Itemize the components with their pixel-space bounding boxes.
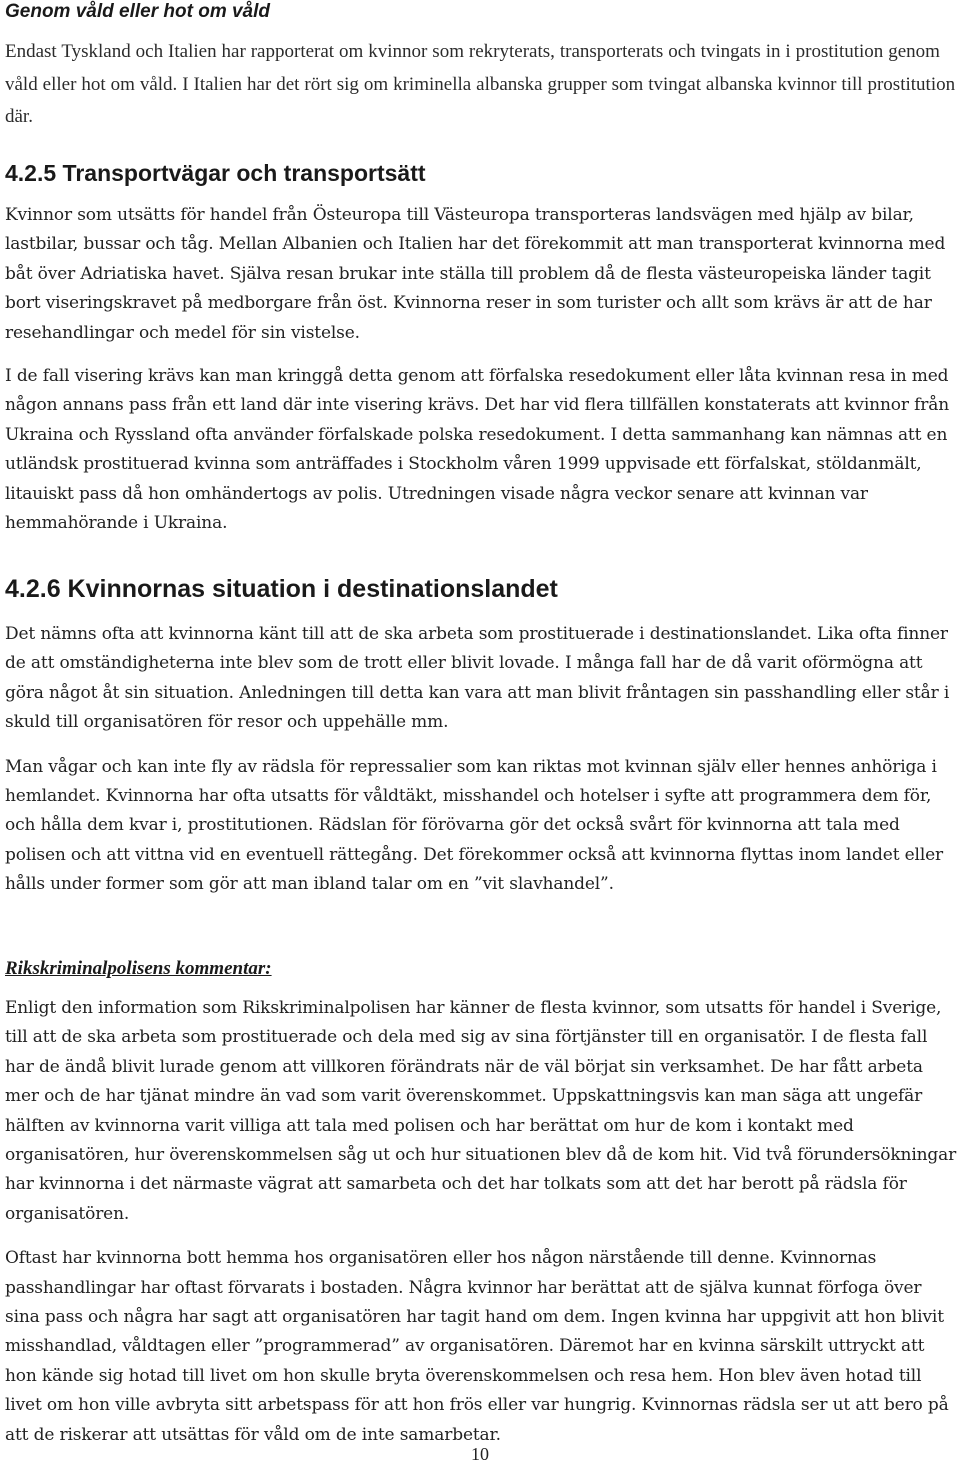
page-number: 10 (471, 1444, 489, 1464)
section-4-2-6 (5, 573, 957, 900)
section-title: Genom våld eller hot om våld (5, 1, 271, 22)
paragraph: Enligt den information som Rikskriminalpolisen har känner de flesta kvinnor, som utsatts för handel i Sverige, till att de ska arbeta som prostituerade och dela med sig av sina förtjänster till en organisatör. I de flesta fall har de ändå blivit lurade genom att villkoren förändrats när de väl börjat sin verksamhet. De har fått arbeta mer och de har tjänat mindre än vad som varit överenskommet. Uppskattningsvis kan man säga att ungefär hälften av kvinnorna varit villiga att tala med polisen och har berättat om hur de kom i kontakt med organisatören, hur överenskommelsen såg ut och hur situationen blev då de kom hit. Vid två förundersökningar har kvinnorna i det närmaste vägrat att samarbeta och det har tolkats som att det har berott på rädsla för organisatören. (5, 998, 957, 1224)
paragraph: I de fall visering krävs kan man kringgå detta genom att förfalska resedokument eller låta kvinnan resa in med någon annans pass från ett land där inte visering krävs. Det har vid flera tillfällen konstaterats att kvinnor från Ukraina och Ryssland ofta använder förfalskade polska resedokument. I detta sammanhang kan nämnas att en utländsk prostituerad kvinna som anträffades i Stockholm våren 1999 uppvisade ett förfalskat, stöldanmält, litauiskt pass då hon omhändertogs av polis. Utredningen visade några veckor senare att kvinnan var hemmahörande i Ukraina. (5, 366, 949, 534)
paragraph: Oftast har kvinnorna bott hemma hos organisatören eller hos någon närstående till denne. Kvinnornas passhandlingar har oftast förvarats i bostaden. Några kvinnor har berättat att de själva kunnat förfoga över sina pass och några har sagt att organisatören har tagit hand om dem. Ingen kvinna har uppgivit att hon blivit misshandlad, våldtagen eller ”programmerad” av organisatören. Däremot har en kvinna särskilt uttryckt att hon kände sig hotad till livet om hon skulle bryta överenskommelsen och resa hem. Hon blev även hotad till livet om hon ville avbryta sitt arbetspass för att hon frös eller var hungrig. Kvinnornas rädsla ser ut att bero på att de riskerar att utsättas för våld om de inte samarbetar. (5, 1248, 949, 1445)
section-force (5, 0, 957, 134)
section-4-2-5 (5, 158, 957, 538)
paragraph: Kvinnor som utsätts för handel från Östeuropa till Västeuropa transporteras landsvägen med hjälp av bilar, lastbilar, bussar och tåg. Mellan Albanien och Italien har det förekommit att man transporterat kvinnorna med båt över Adriatiska havet. Själva resan brukar inte ställa till problem då de flesta västeuropeiska länder tagit bort viseringskravet på medborgare från öst. Kvinnorna reser in som turister och allt som krävs är att de har resehandlingar och medel för sin vistelse. (5, 205, 946, 343)
section-heading: 4.2.5 Transportvägar och transportsätt (5, 160, 426, 186)
paragraph: Endast Tyskland och Italien har rapporterat om kvinnor som rekryterats, transporterats och tvingats in i prostitution genom våld eller hot om våld. I Italien har det rört sig om kriminella albanska grupper som tvingat albanska kvinnor till prostitution där. (5, 41, 956, 127)
paragraph: Det nämns ofta att kvinnorna känt till att de ska arbeta som prostituerade i destinationslandet. Lika ofta finner de att omständigheterna inte blev som de trott eller blivit lovade. I många fall har de då varit oförmögna att göra något åt sin situation. Anledningen till detta kan vara att man blivit fråntagen sin passhandling eller står i skuld till organisatören för resor och uppehälle mm. (5, 624, 950, 733)
paragraph: Man vågar och kan inte fly av rädsla för repressalier som kan riktas mot kvinnan själv eller hennes anhöriga i hemlandet. Kvinnorna har ofta utsatts för våldtäkt, misshandel och hotelser i syfte att programmera dem för, och hålla dem kvar i, prostitutionen. Rädslan för förövarna gör det också svårt för kvinnorna att tala med polisen och att vittna vid en eventuell rättegång. Det förekommer också att kvinnorna flyttas inom landet eller hålls under former som gör att man ibland talar om en ”vit slavhandel”. (5, 756, 943, 895)
section-heading: 4.2.6 Kvinnornas situation i destinationslandet (5, 575, 558, 603)
comment-section (5, 956, 957, 1450)
comment-title: Rikskriminalpolisens kommentar: (5, 958, 272, 979)
